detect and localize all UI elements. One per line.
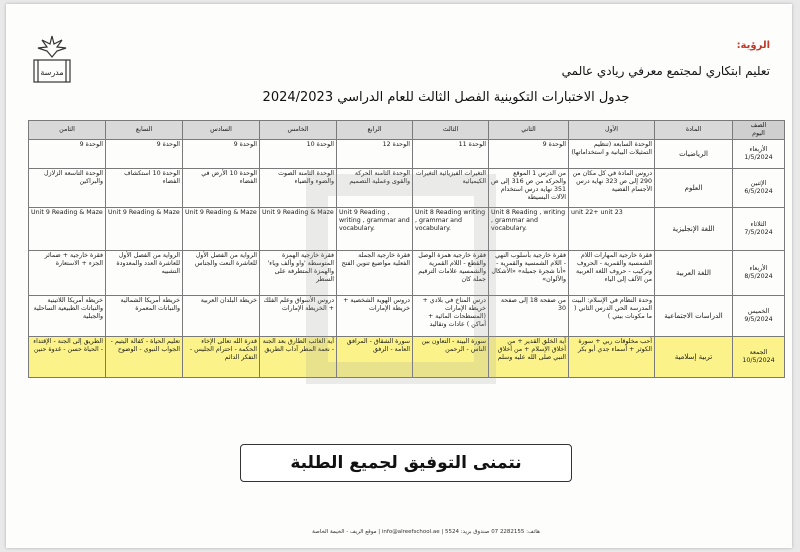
exam-cell: فقرة خارجية المهارات اللام الشمسية والقمرية - الحروف وتركيب - حروف اللغة العربية من الألف إلى الياء [569, 251, 655, 296]
table-row [29, 296, 785, 337]
day-name: الجمعة [749, 349, 768, 356]
footer-contact: هاتف: 2282155 07 صندوق بريد: 5524 | info@alreefschool.ae | موقع الريف - الخيمة الخاصة [312, 529, 540, 535]
subject-cell: الدراسات الاجتماعية [655, 296, 733, 337]
exam-cell: unit 22+ unit 23 [569, 208, 655, 251]
exam-cell: الوحدة 10 استكشاف الفضاء [106, 169, 183, 208]
exam-schedule-table [28, 120, 785, 378]
exam-cell: آية الخلق القدير + من أخلاق الإسلام + من أخلاق النبي صلى الله عليه وسلم [489, 337, 569, 378]
subject-cell: العلوم [655, 169, 733, 208]
exam-cell: تعليم الحياة - كفالة اليتيم - الجواب النبوي - الوضوح [106, 337, 183, 378]
day-date: 8/5/2024 [744, 273, 773, 280]
exam-cell: دروس الأسواق وعلم الفلك + الخريطة الإمارات [260, 296, 337, 337]
header-row [29, 121, 785, 140]
grade-header-4: الرابع [337, 121, 413, 140]
day-cell [733, 251, 785, 296]
exam-cell: الوحدة 9 [106, 140, 183, 169]
day-date: 9/5/2024 [744, 316, 773, 323]
exam-cell: الوحدة 9 [489, 140, 569, 169]
day-date: 6/5/2024 [744, 188, 773, 195]
exam-cell: فقرة خارجية الجملة الفعلية مواضيع تنوين الفتح [337, 251, 413, 296]
day-cell [733, 208, 785, 251]
grade-header-6: السادس [183, 121, 260, 140]
exam-cell: Unit 9 Reading & Maze [260, 208, 337, 251]
page-title: جدول الاختبارات التكوينية الفصل الثالث للعام الدراسي 2024/2023 [262, 90, 630, 105]
subject-header: المادة [655, 121, 733, 140]
corner-top: الصف [750, 122, 767, 129]
subject-cell: اللغة العربية [655, 251, 733, 296]
subject-cell: تربية إسلامية [655, 337, 733, 378]
corner-header [733, 121, 785, 140]
exam-cell: درس المناخ في بلادي + خريطة الإمارات (المسطحات المائية + أماكن ) عادات وتقاليد [413, 296, 489, 337]
exam-cell: خريطة أمريكا الشمالية والنباتات المعمرة [106, 296, 183, 337]
day-cell [733, 169, 785, 208]
day-name: الأربعاء [749, 146, 768, 153]
exam-cell: الوحدة 11 [413, 140, 489, 169]
day-cell [733, 337, 785, 378]
exam-schedule-table-wrap [28, 120, 784, 378]
exam-cell: خريطة أمريكا اللاتينية والنباتات الطبيعية الساحلية والجبلية [29, 296, 106, 337]
day-name: الثلاثاء [750, 221, 767, 228]
exam-cell: الوحدة الثامنة الحركة والقوى وعملية التصميم [337, 169, 413, 208]
grade-header-7: السابع [106, 121, 183, 140]
corner-bottom: اليوم [752, 130, 765, 137]
exam-cell: الوحدة 10 الأرض في الفضاء [183, 169, 260, 208]
logo-text: مدرسة [40, 68, 64, 77]
grade-header-8: الثامن [29, 121, 106, 140]
exam-cell: Unit 9 Reading & Maze [183, 208, 260, 251]
exam-cell: الوحدة السابعة (تنظيم التمثيلات البيانية و استخداماتها) [569, 140, 655, 169]
exam-cell: فقرة خارجية همزة الوصل والقطع - اللام القمرية والشمسية علامات الترقيم جملة كان [413, 251, 489, 296]
subject-cell: اللغة الإنجليزية [655, 208, 733, 251]
exam-cell: الوحدة 9 [183, 140, 260, 169]
table-row [29, 169, 785, 208]
exam-cell: الرواية من الفصل الأول للعاشرة العدد والمعدودة التشبيه [106, 251, 183, 296]
day-cell [733, 296, 785, 337]
day-name: الإثنين [750, 180, 767, 187]
day-date: 7/5/2024 [744, 229, 773, 236]
exam-cell: Unit 9 Reading & Maze [29, 208, 106, 251]
day-cell [733, 140, 785, 169]
exam-cell: الوحدة التاسعة الزلازل والبراكين [29, 169, 106, 208]
vision-text: تعليم ابتكاري لمجتمع معرفي ريادي عالمي [561, 64, 770, 78]
exam-cell: Unit 9 Reading , writing , grammar and vocabulary. [337, 208, 413, 251]
good-luck-banner: نتمنى التوفيق لجميع الطلبة [240, 444, 572, 482]
exam-cell: الطريق إلى الجنة - الإقتداء - الحياة حسن - غدوة حنين [29, 337, 106, 378]
table-row [29, 251, 785, 296]
day-date: 1/5/2024 [744, 154, 773, 161]
exam-cell: Unit 9 Reading & Maze [106, 208, 183, 251]
grade-header-1: الأول [569, 121, 655, 140]
exam-cell: دروس المادة في كل مكان من 290 إلى ص 323 نهاية درس الأجسام الفضية [569, 169, 655, 208]
exam-cell: أحب مخلوقات ربي + سورة الكوثر + أسماء جدي أبو بكر [569, 337, 655, 378]
exam-cell: من الدرس 1 الموقع والحركة من ص 316 إلى ص 351 نهاية درس استخدام الآلات البسيطة [489, 169, 569, 208]
exam-cell: الوحدة الثامنة الصوت والضوء والضياء [260, 169, 337, 208]
document-page [6, 4, 792, 548]
exam-cell: من صفحة 18 إلى صفحة 30 [489, 296, 569, 337]
exam-cell: الوحدة 10 [260, 140, 337, 169]
table-row [29, 140, 785, 169]
exam-cell: الوحدة 12 [337, 140, 413, 169]
exam-cell: فقرة خارجية بأسلوب النهي - اللام الشمسية والقمرية - «أنا شجرة جميلة» «الأشكال والألوان» [489, 251, 569, 296]
vision-label: الرؤية: [736, 40, 770, 51]
exam-cell: آية الغائب الطارق بعد الجنة - نعمة المطر آداب الطريق [260, 337, 337, 378]
grade-header-5: الخامس [260, 121, 337, 140]
exam-cell: قدرة الله تعالى الإخاء الحكمة - احترام الجليس - التفكر الدائم [183, 337, 260, 378]
grade-header-2: الثاني [489, 121, 569, 140]
exam-cell: فقرة خارجية الهمزة المتوسطة 'واو وألف وياء' والهمزة المتطرفة على السطر [260, 251, 337, 296]
exam-cell: دروس الهوية الشخصية + خريطة الإمارات [337, 296, 413, 337]
table-row [29, 208, 785, 251]
day-date: 10/5/2024 [742, 357, 775, 364]
exam-cell: فقرة خارجية + ضمائر الجزء + الاستعارة [29, 251, 106, 296]
exam-cell: الوحدة 9 [29, 140, 106, 169]
school-logo [24, 30, 80, 92]
subject-cell: الرياضيات [655, 140, 733, 169]
exam-cell: سورة الشقاق - المرافق العامة - الرفق [337, 337, 413, 378]
day-name: الخميس [747, 308, 770, 315]
exam-cell: التغيرات الفيزيائية التغيرات الكيميائية [413, 169, 489, 208]
exam-cell: الرواية من الفصل الأول للعاشرة النعت والجناس [183, 251, 260, 296]
exam-cell: وحدة النظام في الإسلام: البيت المدرسة الحي الدرس الثاني ( ما مكونات بيتي ) [569, 296, 655, 337]
exam-cell: خريطة البلدان العربية [183, 296, 260, 337]
exam-cell: Unit 8 Reading , writing , grammar and vocabulary. [489, 208, 569, 251]
table-row [29, 337, 785, 378]
day-name: الأربعاء [749, 265, 768, 272]
exam-cell: Unit 8 Reading writing , grammar and vocabulary. [413, 208, 489, 251]
grade-header-3: الثالث [413, 121, 489, 140]
exam-cell: سورة البينة - التعاون بين الناس - الرحمن [413, 337, 489, 378]
